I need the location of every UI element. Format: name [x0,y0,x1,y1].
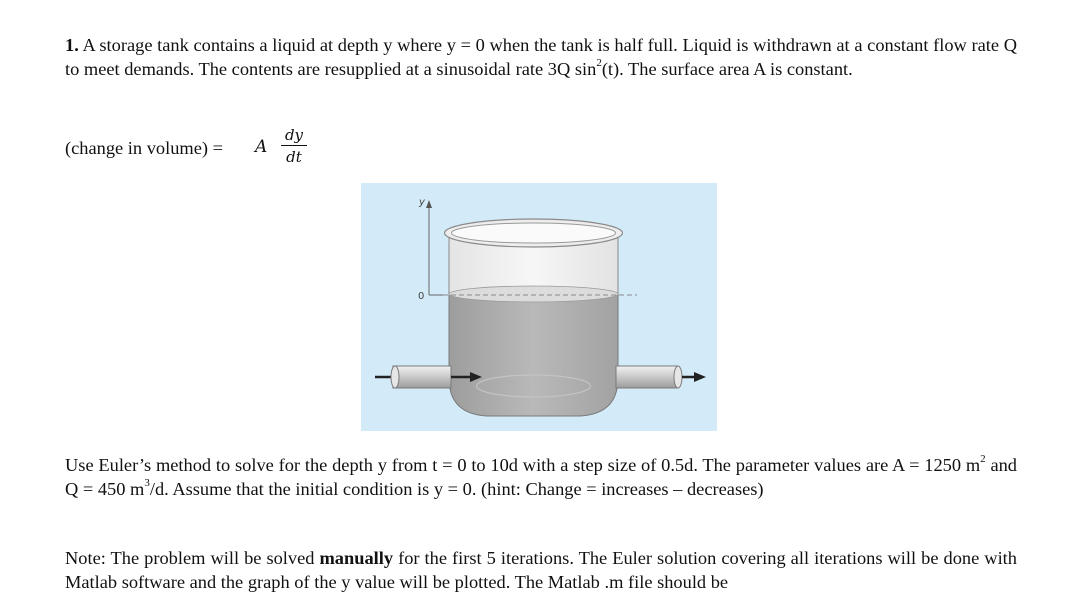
note-text-2: for the first 5 iterations. The Euler solution covering all iterations will be done with Matlab software and the graph of the y value will be plotted. The Matlab .m file should be [65,548,1017,592]
flow-unit-exponent: 3 [144,476,150,489]
instructions-paragraph [65,453,1017,501]
problem-statement [65,33,1017,81]
equation-area-variable: A [255,137,268,157]
fraction-denominator: dt [286,148,302,166]
fraction-numerator: dy [284,126,304,144]
derivative-fraction [281,126,307,166]
tank-diagram [361,183,717,431]
inlet-pipe-opening [391,366,399,388]
problem-text-start: A storage tank contains a liquid at depth y where y = 0 when the tank is half full. Liquid is withdrawn at a constant flow rate Q to meet demands. The contents are resupplied at a sinusoidal rate 3Q sin [65,35,1017,79]
area-unit-exponent: 2 [980,452,986,465]
inlet-pipe [393,366,451,388]
instructions-text-1: Use Euler’s method to solve for the depth y from t = 0 to 10d with a step size of 0.5d. The parameter values are A = 1250 m [65,455,981,475]
note-paragraph [65,546,1017,594]
outlet-pipe-opening [674,366,682,388]
zero-label: 0 [418,291,425,302]
instructions-text-2: and Q = 450 m [65,455,1017,499]
fraction-bar [281,145,307,146]
instructions-text-3: /d. Assume that the initial condition is y = 0. (hint: Change = increases – decreases) [149,479,764,499]
note-bold-word: manually [319,548,394,568]
outlet-pipe [616,366,678,388]
equation-lhs: (change in volume) = [65,138,223,158]
problem-number: 1. [65,35,79,55]
note-text-1: Note: The problem will be solved [65,548,320,568]
tank-liquid [449,294,618,416]
liquid-surface [449,286,618,302]
problem-exponent: 2 [596,56,602,69]
tank-rim-inner [452,223,616,243]
y-axis-label: y [419,197,425,208]
problem-text-end: (t). The surface area A is constant. [601,59,853,79]
